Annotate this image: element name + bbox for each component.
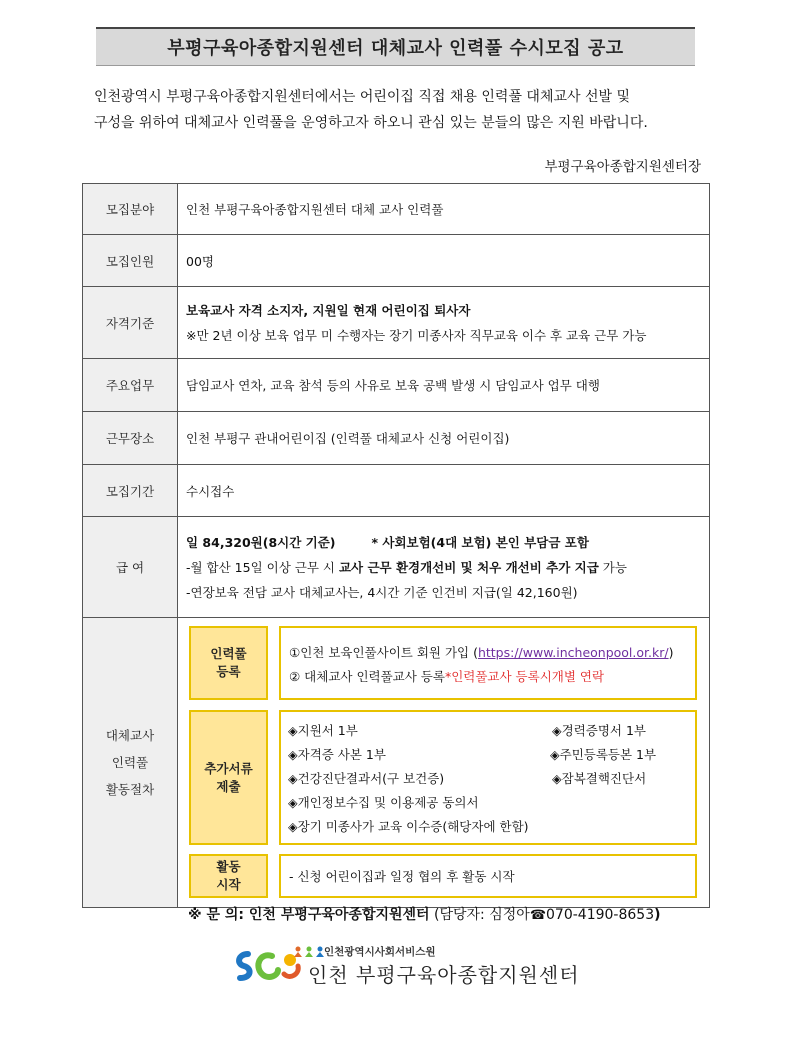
doc-item: ◈건강진단결과서(구 보건증) — [288, 771, 445, 786]
register-item-2-text: ② 대체교사 인력풀교사 등록 — [289, 669, 445, 684]
procedure-label — [83, 618, 178, 908]
headcount-value: 00명 — [178, 235, 710, 287]
people-icon — [294, 946, 324, 958]
headcount-label: 모집인원 — [83, 235, 178, 287]
register-item-1-close: ) — [668, 645, 674, 660]
qualification-line-2: ※만 2년 이상 보육 업무 미 수행자는 장기 미종사자 직무교육 이수 후 교육 근무 가능 — [186, 327, 647, 343]
incheonpool-link[interactable]: https://www.incheonpool.or.kr/ — [477, 645, 669, 660]
inquiry-org: 인천 부평구육아종합지원센터 — [248, 907, 430, 923]
center-logo — [232, 944, 580, 988]
doc-item: ◈장기 미종사가 교육 이수증(해당자에 한함) — [288, 819, 529, 834]
table-row — [83, 412, 710, 465]
qualification-value — [178, 287, 710, 359]
title-band — [96, 27, 695, 66]
table-row — [83, 359, 710, 412]
procedure-label-2: 인력풀 — [111, 755, 149, 770]
duties-label: 주요업무 — [83, 359, 178, 412]
pay-insurance-note: * 사회보험(4대 보험) 본인 부담금 포함 — [371, 534, 589, 550]
pay-line-2-suffix: 가능 — [598, 559, 627, 575]
start-text: - 신청 어린이집과 일정 협의 후 활동 시작 — [289, 869, 515, 884]
inquiry-phone: 070-4190-8653 — [546, 907, 655, 923]
intro-text — [94, 84, 714, 136]
doc-item: ◈자격증 사본 1부 — [288, 747, 386, 762]
procedure-label-3: 활동절차 — [105, 782, 155, 797]
location-label: 근무장소 — [83, 412, 178, 465]
table-row — [83, 287, 710, 359]
pay-label: 급 여 — [83, 517, 178, 618]
field-label: 모집분야 — [83, 184, 178, 235]
pay-daily-rate: 일 84,320원(8시간 기준) — [186, 534, 336, 550]
inquiry-prefix: ※ 문 의: — [188, 907, 249, 923]
intro-line-2: 구성을 위하여 대체교사 인력풀을 운영하고자 하오니 관심 있는 분들의 많은 지원 바랍니다. — [94, 115, 648, 131]
inquiry-suffix: ) — [654, 907, 661, 923]
step-register-label-2: 등록 — [216, 664, 241, 679]
period-label: 모집기간 — [83, 465, 178, 517]
register-item-1-text: ①인천 보육인풀사이트 회원 가입 ( — [289, 645, 478, 660]
doc-item: ◈지원서 1부 — [288, 723, 358, 738]
qualification-line-1: 보육교사 자격 소지자, 지원일 현재 어린이집 퇴사자 — [186, 302, 471, 318]
procedure-label-1: 대체교사 — [105, 728, 155, 743]
period-value: 수시접수 — [178, 465, 710, 517]
doc-item: ◈잠복결핵진단서 — [552, 771, 647, 786]
step-start-content — [279, 854, 697, 898]
pay-line-3: -연장보육 전담 교사 대체교사는, 4시간 기준 인건비 지급(일 42,160원) — [186, 584, 578, 600]
register-item-2-note: *인력풀교사 등록시개별 연락 — [444, 669, 605, 684]
phone-icon: ☎ — [529, 908, 547, 923]
step-register-content — [279, 626, 697, 700]
qualification-label: 자격기준 — [83, 287, 178, 359]
doc-item: ◈경력증명서 1부 — [552, 723, 646, 738]
logo-org-name: 인천광역시사회서비스원 — [324, 946, 436, 958]
inquiry-contact: (담당자: 심정아 — [429, 907, 530, 923]
pay-line-2-prefix: -월 합산 15일 이상 근무 시 — [186, 559, 339, 575]
pay-line-2-bonus: 교사 근무 환경개선비 및 처우 개선비 추가 지급 — [338, 559, 599, 575]
step-register-label-1: 인력풀 — [210, 646, 247, 661]
duties-value: 담임교사 연차, 교육 참석 등의 사유로 보육 공백 발생 시 담임교사 업무 대행 — [178, 359, 710, 412]
step-start-label-1: 활동 — [216, 859, 241, 874]
logo-center-name: 인천 부평구육아종합지원센터 — [308, 963, 580, 987]
register-item-1 — [289, 640, 673, 665]
table-row — [83, 465, 710, 517]
pay-value — [178, 517, 710, 618]
field-value: 인천 부평구육아종합지원센터 대체 교사 인력풀 — [178, 184, 710, 235]
table-row — [83, 235, 710, 287]
step-register-label — [189, 626, 268, 700]
step-start-label-2: 시작 — [216, 877, 241, 892]
step-documents-label-1: 추가서류 — [204, 760, 253, 776]
page-title: 부평구육아종합지원센터 대체교사 인력풀 수시모집 공고 — [167, 38, 624, 59]
table-row — [83, 184, 710, 235]
inquiry-line — [188, 904, 661, 924]
step-documents-label-2: 제출 — [216, 778, 241, 794]
pay-line-1 — [186, 530, 709, 555]
doc-item: ◈주민등록등본 1부 — [550, 747, 657, 762]
step-documents-content — [279, 710, 697, 845]
recruitment-table — [82, 183, 710, 908]
procedure-value — [178, 618, 710, 908]
register-item-2 — [289, 664, 604, 689]
procedure-steps — [178, 618, 709, 905]
pay-line-2 — [186, 555, 709, 580]
table-row — [83, 517, 710, 618]
location-value: 인천 부평구 관내어린이집 (인력풀 대체교사 신청 어린이집) — [178, 412, 710, 465]
doc-item: ◈개인정보수집 및 이용제공 동의서 — [288, 795, 479, 810]
intro-line-1: 인천광역시 부평구육아종합지원센터에서는 어린이집 직접 채용 인력풀 대체교사 선발 및 — [94, 89, 630, 105]
step-start-label — [189, 854, 268, 898]
table-row — [83, 618, 710, 908]
step-documents-label — [189, 710, 268, 845]
signature: 부평구육아종합지원센터장 — [544, 159, 701, 175]
